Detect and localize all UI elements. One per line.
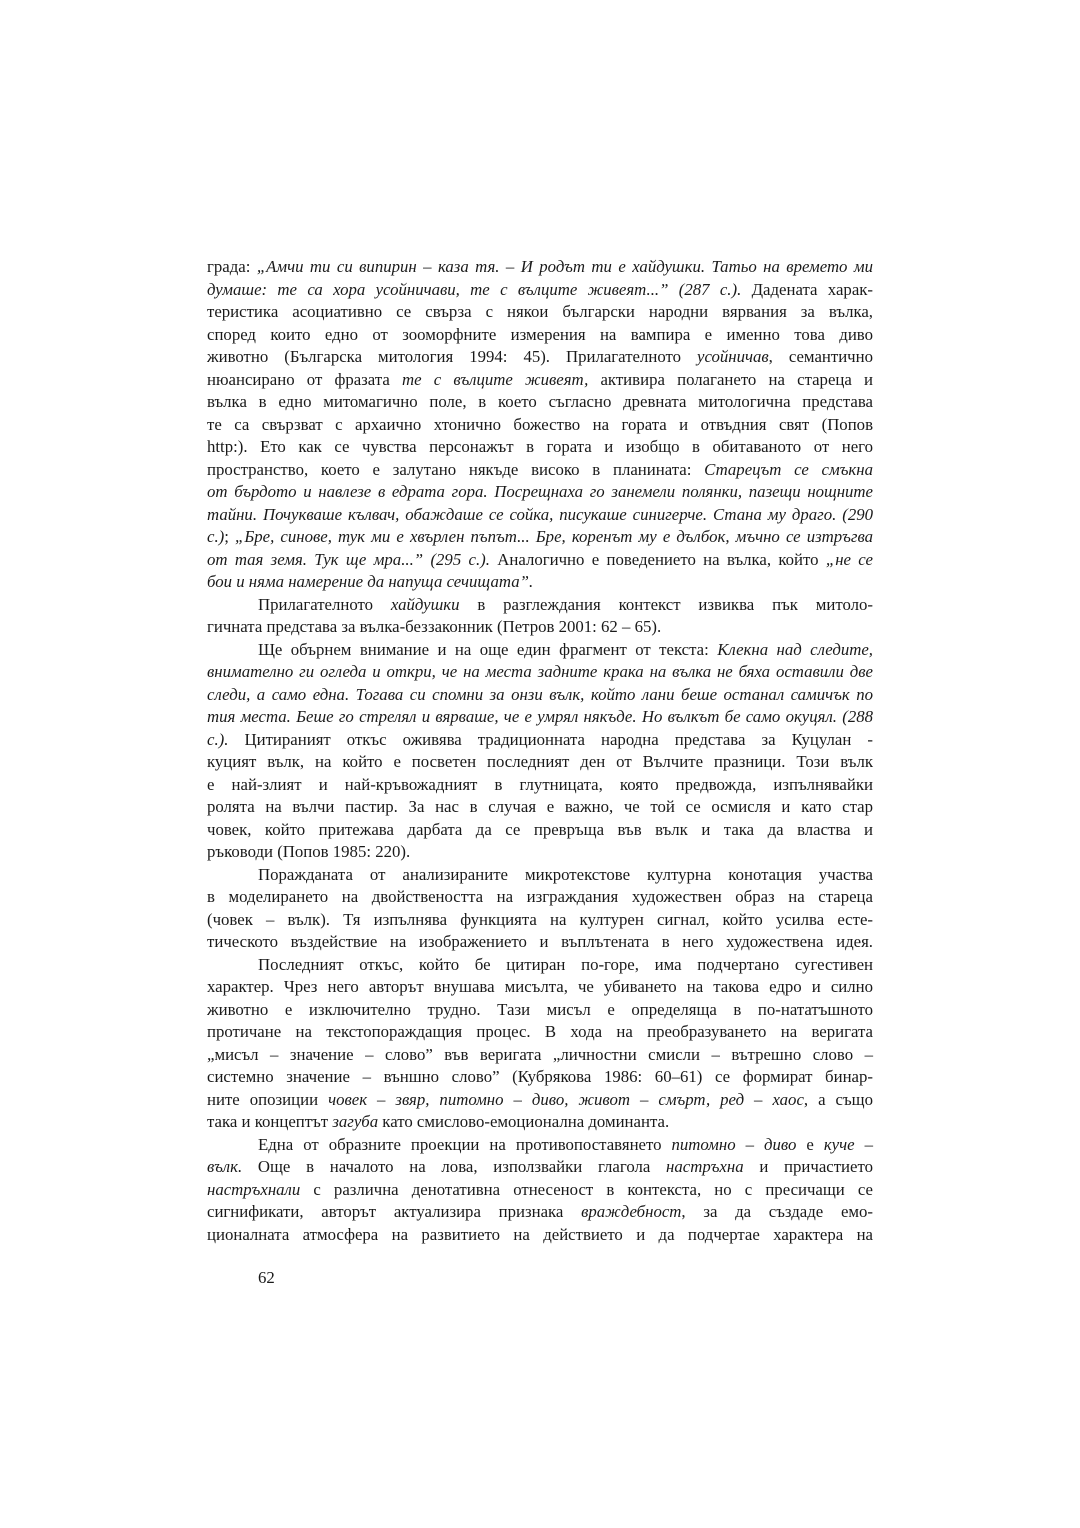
text-line bbox=[207, 1111, 873, 1134]
text-line bbox=[207, 549, 873, 572]
text-run: тическото въздействие на изображението и въплътената в него художествена идея. bbox=[207, 932, 873, 951]
italic-quote-text: с.) bbox=[207, 527, 225, 546]
italic-quote-text: бои и няма намерение да напуща сечищата”. bbox=[207, 572, 534, 591]
page-number: 62 bbox=[258, 1268, 275, 1287]
text-line bbox=[207, 684, 873, 707]
text-run: http:). Ето как се чувства персонажът в гората и изобщо в обитаваното от него bbox=[207, 437, 873, 456]
text-run: Една от образните проекции на противопоставянето bbox=[258, 1134, 672, 1154]
text-run: гичната представа за вълка-беззаконник (Петров 2001: 62 – 65). bbox=[207, 617, 662, 636]
text-run: протичане на текстопораждащия процес. В хода на преобразуването на веригата bbox=[207, 1022, 873, 1041]
text-line bbox=[207, 954, 873, 977]
text-run: „мисъл – значение – слово” във веригата „личностни смисли – вътрешно слово – bbox=[207, 1044, 873, 1064]
paragraph bbox=[207, 954, 873, 1134]
text-run: с различна денотативна отнесеност в контекста, но с пресичащи се bbox=[300, 1179, 873, 1199]
italic-quote-text: вълк. bbox=[207, 1157, 243, 1176]
text-line bbox=[207, 999, 873, 1022]
text-run: активира полагането на стареца и bbox=[588, 369, 873, 389]
text-line bbox=[207, 459, 873, 482]
text-run: пространство, което е залутано някъде високо в планината: bbox=[207, 459, 705, 479]
paragraph bbox=[207, 256, 873, 594]
italic-quote-text: тайни. Почукваше кълвач, обаждаше се сойка, писукаше синигерче. Стана му драго. (290 bbox=[207, 504, 873, 524]
text-line bbox=[207, 1044, 873, 1067]
text-run: ните опозиции bbox=[207, 1089, 329, 1109]
text-run: и причастието bbox=[743, 1157, 873, 1176]
text-line bbox=[207, 661, 873, 684]
text-line bbox=[207, 706, 873, 729]
italic-quote-text: от тая земя. Тук ще мра...” (295 с.). bbox=[207, 549, 490, 569]
text-run: теристика асоциативно се свърза с някои български народни вярвания за вълка, bbox=[207, 302, 873, 321]
text-line bbox=[207, 414, 873, 437]
italic-quote-text: „Амчи ти си випирин – каза тя. – И родът ти е хайдушки. Татьо на времето ми bbox=[256, 257, 873, 276]
italic-quote-text: те с вълците живеят, bbox=[402, 369, 589, 389]
text-run: нюансирано от фразата bbox=[207, 369, 402, 389]
italic-quote-text: Старецът се смъкна bbox=[704, 459, 873, 479]
italic-quote-text: настръхна bbox=[666, 1157, 744, 1176]
text-line bbox=[207, 864, 873, 887]
italic-quote-text: следи, а само една. Тогава си спомни за онзи вълк, който лани беше останал самичък по bbox=[207, 684, 873, 704]
text-line bbox=[207, 931, 873, 954]
text-run: животно е изключително трудно. Тази мисъл е определяща в по-нататъшното bbox=[207, 999, 873, 1019]
text-run: Ще обърнем внимание и на още един фрагмент от текста: bbox=[258, 639, 718, 659]
text-line bbox=[207, 616, 873, 639]
text-run: куцият вълк, на който е посветен последният ден от Вълчите празници. Този вълк bbox=[207, 752, 873, 771]
text-line bbox=[207, 369, 873, 392]
text-line bbox=[207, 819, 873, 842]
italic-quote-text: Клекна над следите, bbox=[717, 639, 873, 659]
italic-quote-text: загуба bbox=[332, 1112, 379, 1131]
italic-quote-text: думаше: те са хора усойничави, те с вълците живеят...” (287 с.). bbox=[207, 279, 742, 299]
text-line bbox=[207, 1179, 873, 1202]
text-line bbox=[207, 639, 873, 662]
text-run: Поражданата от анализираните микротекстове културна конотация участва bbox=[258, 864, 873, 884]
text-line bbox=[207, 526, 873, 549]
text-line bbox=[207, 1201, 873, 1224]
text-run: характер. Чрез него авторът внушава мисълта, че убиването на такова едро и силно bbox=[207, 977, 873, 996]
text-line bbox=[207, 571, 873, 594]
text-line bbox=[207, 594, 873, 617]
text-line bbox=[207, 346, 873, 369]
text-run: според които едно от зооморфните измерения на вампира е именно това диво bbox=[207, 324, 873, 344]
italic-quote-text: куче – bbox=[823, 1134, 873, 1154]
text-run: (човек – вълк). Тя изпълнява функцията на културен сигнал, който усилва есте- bbox=[207, 909, 873, 929]
text-run: града: bbox=[207, 257, 257, 276]
text-line bbox=[207, 391, 873, 414]
italic-quote-text: „не се bbox=[825, 549, 873, 569]
italic-quote-text: „Бре, синове, тук ми е хвърлен пъпът... Бре, коренът му е дълбок, мъчно се изтръгва bbox=[235, 527, 874, 546]
paragraph bbox=[207, 639, 873, 864]
paragraph bbox=[207, 864, 873, 954]
text-run: животно (Българска митология 1994: 45). Прилагателното bbox=[207, 347, 697, 366]
italic-quote-text: враждебност bbox=[581, 1202, 682, 1221]
text-line bbox=[207, 796, 873, 819]
body-text bbox=[207, 256, 873, 1246]
text-line bbox=[207, 1156, 873, 1179]
text-run: ръководи (Попов 1985: 220). bbox=[207, 842, 411, 861]
text-line bbox=[207, 279, 873, 302]
text-line bbox=[207, 324, 873, 347]
text-run: като смислово-емоционална доминанта. bbox=[378, 1112, 670, 1131]
text-run: е bbox=[796, 1134, 824, 1154]
paragraph bbox=[207, 1134, 873, 1247]
italic-quote-text: настръхнали bbox=[207, 1179, 301, 1199]
text-run: , семантично bbox=[768, 347, 873, 366]
italic-quote-text: хайдушки bbox=[390, 594, 460, 614]
text-run: Прилагателното bbox=[258, 594, 391, 614]
text-run: вълка в едно митомагично поле, в което съгласно древната митологична представа bbox=[207, 392, 873, 411]
text-line bbox=[207, 729, 873, 752]
text-line bbox=[207, 301, 873, 324]
italic-quote-text: внимателно ги огледа и откри, че на места задните крака на вълка не бяха оставили две bbox=[207, 662, 873, 681]
text-line bbox=[207, 436, 873, 459]
text-run: Последният откъс, който бе цитиран по-горе, има подчертано сугестивен bbox=[258, 954, 873, 974]
text-line bbox=[207, 256, 873, 279]
text-run: системно значение – външно слово” (Кубрякова 1986: 60–61) се формират бинар- bbox=[207, 1067, 873, 1086]
italic-quote-text: тия места. Беше го стрелял и вярваше, че е умрял някъде. Но вълкът бе само окуцял. (288 bbox=[207, 707, 873, 726]
italic-quote-text: човек – звяр, питомно – диво, живот – смърт, ред – хаос bbox=[328, 1089, 804, 1109]
text-line bbox=[207, 751, 873, 774]
text-run: сигнификати, авторът актуализира признака bbox=[207, 1202, 582, 1221]
text-run: ролята на вълчи пастир. За нас в случая е важно, че той се осмисля и като стар bbox=[207, 797, 873, 816]
text-run: те са свързват с архаично хтонично божество на гората и отвъдния свят (Попов bbox=[207, 414, 873, 434]
text-line bbox=[207, 481, 873, 504]
text-line bbox=[207, 909, 873, 932]
text-run: Цитираният откъс оживява традиционната народна представа за Куцулан - bbox=[228, 729, 873, 749]
text-line bbox=[207, 841, 873, 864]
text-run: е най-злият и най-кръвожадният в глутницата, която предвожда, изпълнявайки bbox=[207, 774, 873, 794]
text-run: в разглеждания контекст извиква пък митоло- bbox=[459, 594, 873, 614]
text-line bbox=[207, 1021, 873, 1044]
text-line bbox=[207, 774, 873, 797]
text-run: Дадената харак- bbox=[741, 279, 874, 299]
text-line bbox=[207, 976, 873, 999]
text-run: ; bbox=[224, 527, 236, 546]
text-run: , а също bbox=[803, 1089, 873, 1109]
italic-quote-text: с.). bbox=[207, 729, 229, 749]
text-line bbox=[207, 1134, 873, 1157]
text-line bbox=[207, 1224, 873, 1247]
text-line bbox=[207, 1089, 873, 1112]
text-run: в моделирането на двойствеността на изграждания художествен образ на стареца bbox=[207, 887, 873, 906]
italic-quote-text: питомно – диво bbox=[671, 1134, 797, 1154]
text-run: Аналогично е поведението на вълка, който bbox=[489, 549, 826, 569]
italic-quote-text: усойничав bbox=[697, 347, 769, 366]
text-run: така и концептът bbox=[207, 1112, 333, 1131]
text-line bbox=[207, 1066, 873, 1089]
paragraph bbox=[207, 594, 873, 639]
text-run: ционалната атмосфера на развитието на действието и да подчертае характера на bbox=[207, 1224, 873, 1244]
text-run: , за да създаде емо- bbox=[681, 1202, 873, 1221]
text-run: Още в началото на лова, използвайки глагола bbox=[242, 1157, 667, 1176]
text-line bbox=[207, 886, 873, 909]
text-line bbox=[207, 504, 873, 527]
italic-quote-text: от бърдото и навлезе в едрата гора. Посрещнаха го занемели полянки, пазещи нощните bbox=[207, 482, 873, 501]
text-run: човек, който притежава дарбата да се превръща във вълк и така да властва и bbox=[207, 819, 873, 839]
